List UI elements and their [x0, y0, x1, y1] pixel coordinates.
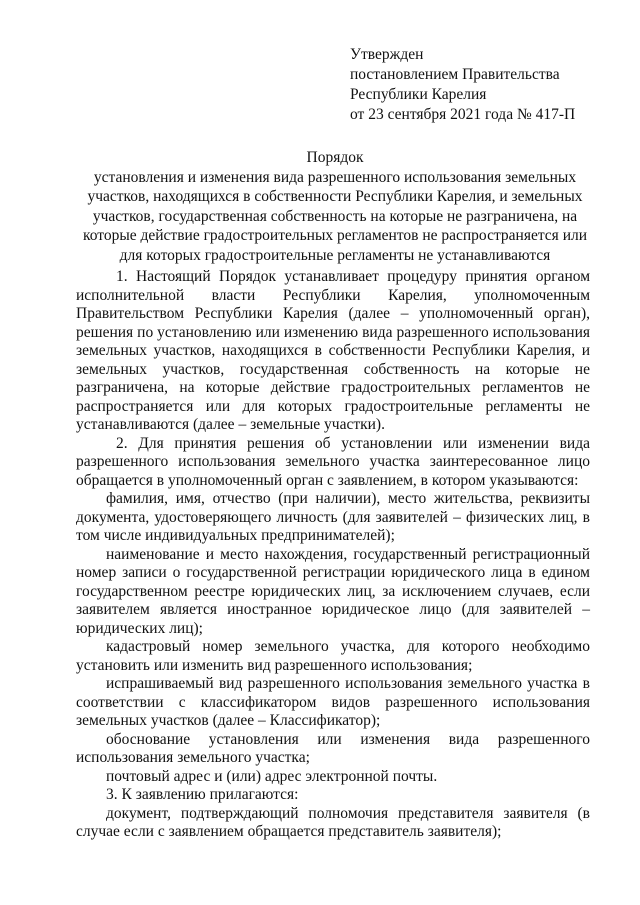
title-line: для которых градостроительные регламенты не устанавливаются [119, 246, 551, 264]
approval-line: Республики Карелия [350, 86, 487, 103]
title-line: участков, государственная собственность на которые не разграничена, на [92, 207, 578, 225]
list-item-cadastral-number: кадастровый номер земельного участка, для которого необходимо установить или изменить вид разрешенного использования; [76, 638, 590, 674]
document-body [76, 268, 590, 842]
approval-line: Утвержден [350, 46, 424, 63]
list-item-requested-use: испрашиваемый вид разрешенного использования земельного участка в соответствии с классификатором видов разрешенного использования земельных участков (далее – Классификатор); [76, 675, 590, 729]
paragraph-2: 2. Для принятия решения об установлении или изменении вида разрешенного использования земельного участка заинтересованное лицо обращается в уполномоченный орган с заявлением, в котором указываются: [76, 434, 590, 489]
list-item-representative: документ, подтверждающий полномочия представителя заявителя (в случае если с заявлением обращается представитель заявителя); [76, 804, 590, 840]
paragraph-3: 3. К заявлению прилагаются: [106, 786, 299, 803]
approval-date-number: от 23 сентября 2021 года № 417-П [350, 106, 576, 123]
list-item-fio: фамилия, имя, отчество (при наличии), место жительства, реквизиты документа, удостоверяющего личность (для заявителей – физических лиц, в том числе индивидуальных предпринимателей); [76, 490, 590, 544]
title-heading: Порядок [306, 149, 364, 166]
title-line: которые действие градостроительных регламентов не распространяется или [82, 227, 588, 244]
title-line: установления и изменения вида разрешенного использования земельных [93, 168, 577, 186]
approval-line: постановлением Правительства [350, 66, 560, 83]
approval-stamp [350, 45, 575, 125]
document-title [70, 148, 600, 265]
list-item-justification: обоснование установления или изменения вида разрешенного использования земельного участка; [76, 730, 590, 766]
list-item-address: почтовый адрес и (или) адрес электронной почты. [106, 767, 438, 785]
paragraph-1: 1. Настоящий Порядок устанавливает процедуру принятия органом исполнительной власти Республики Карелия, уполномоченным Правительством Республики Карелия (далее – уполномоченный орган), решения по установлению или изменению вида разрешенного использования земельных участков, находящихся в собственности Республики Карелия, и земельных участков, государственная собственность на которые не разграничена, на которые действие градостроительных регламентов не распространяется или для которых градостроительные регламенты не устанавливаются (далее – земельные участки). [76, 268, 590, 433]
title-line: участков, находящихся в собственности Республики Карелия, и земельных [87, 188, 583, 205]
list-item-legal-entity: наименование и место нахождения, государственный регистрационный номер записи о государственной регистрации юридического лица в едином государственном реестре юридических лиц, за исключением случаев, если заявителем является иностранное юридическое лицо (для заявителей – юридических лиц); [76, 545, 590, 637]
